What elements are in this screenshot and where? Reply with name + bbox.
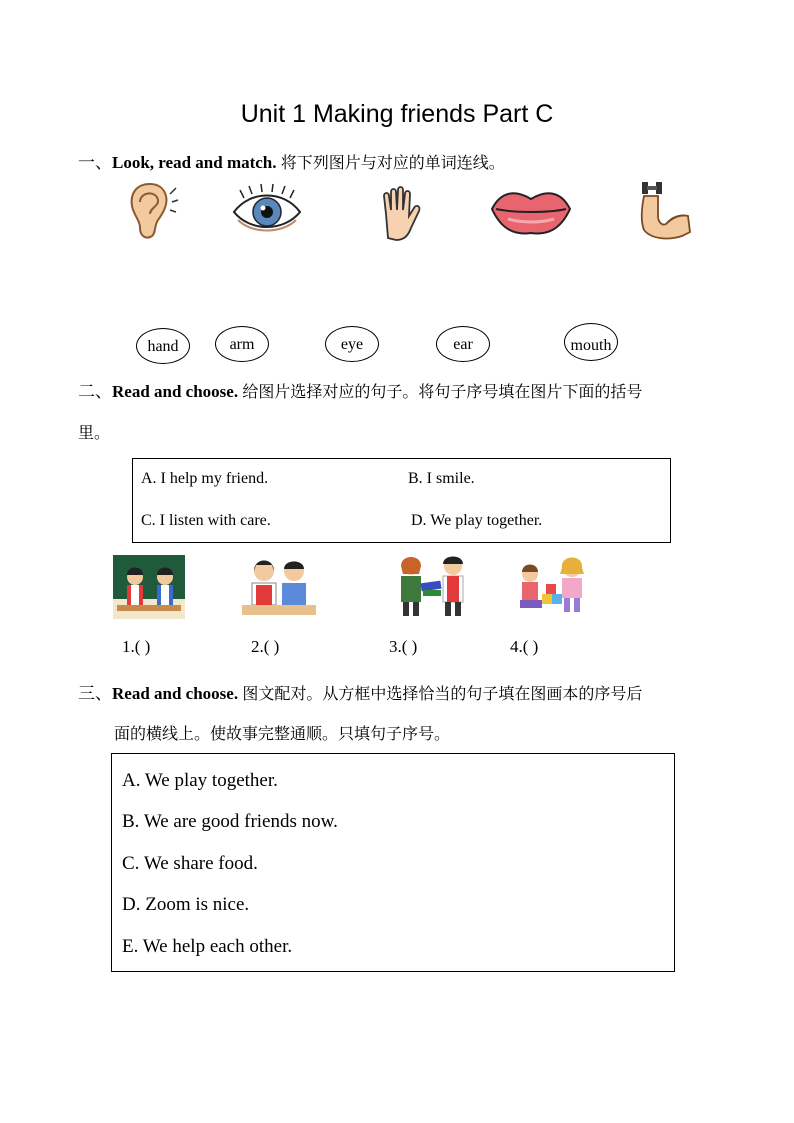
section-2-option-d: D. We play together.: [411, 512, 543, 529]
answer-blank-3[interactable]: 3.( ): [389, 637, 418, 656]
word-oval-arm[interactable]: arm: [215, 326, 269, 362]
arm-icon: [636, 180, 692, 242]
section-1-number: 一、: [78, 153, 112, 172]
answer-blank-1[interactable]: 1.( ): [122, 637, 151, 656]
section-1-heading: [78, 148, 505, 173]
section-3-english: Read and choose.: [112, 684, 239, 703]
section-3-option-e: E. We help each other.: [122, 936, 293, 957]
word-oval-hand[interactable]: hand: [136, 328, 190, 364]
section-2-option-c: C. I listen with care.: [141, 512, 271, 529]
section-3-chinese: 图文配对。从方框中选择恰当的句子填在图画本的序号后: [242, 684, 643, 703]
section-2-option-a: A. I help my friend.: [141, 470, 269, 487]
section-2-chinese-cont: 里。: [78, 423, 111, 442]
section-3-option-c: C. We share food.: [122, 853, 258, 874]
answer-blank-2[interactable]: 2.( ): [251, 637, 280, 656]
mouth-icon: [488, 183, 574, 237]
picture-help-my-friend: [393, 552, 471, 618]
section-3-chinese-cont: 面的横线上。使故事完整通顺。只填句子序号。: [114, 724, 451, 743]
section-3-heading: [78, 679, 642, 704]
section-2-heading: [78, 377, 642, 402]
ear-icon: [126, 180, 176, 242]
picture-smile: [240, 555, 318, 619]
section-3-option-a: A. We play together.: [122, 770, 278, 791]
section-2-english: Read and choose.: [112, 382, 239, 401]
section-2-chinese: 给图片选择对应的句子。将句子序号填在图片下面的括号: [242, 382, 643, 401]
picture-listen-with-care: [113, 555, 185, 619]
section-3-number: 三、: [78, 684, 112, 703]
eye-icon: [230, 184, 304, 238]
section-2-number: 二、: [78, 382, 112, 401]
picture-play-together: [512, 554, 590, 618]
section-1-english: Look, read and match.: [112, 153, 277, 172]
word-oval-mouth[interactable]: mouth: [564, 323, 618, 361]
hand-icon: [378, 186, 422, 242]
word-oval-ear[interactable]: ear: [436, 326, 490, 362]
answer-blank-4[interactable]: 4.( ): [510, 637, 539, 656]
section-2-option-b: B. I smile.: [408, 470, 475, 487]
section-3-option-d: D. Zoom is nice.: [122, 894, 250, 915]
section-3-option-b: B. We are good friends now.: [122, 811, 338, 832]
page-title: Unit 1 Making friends Part C: [240, 100, 554, 128]
word-oval-eye[interactable]: eye: [325, 326, 379, 362]
section-1-chinese: 将下列图片与对应的单词连线。: [280, 153, 505, 172]
